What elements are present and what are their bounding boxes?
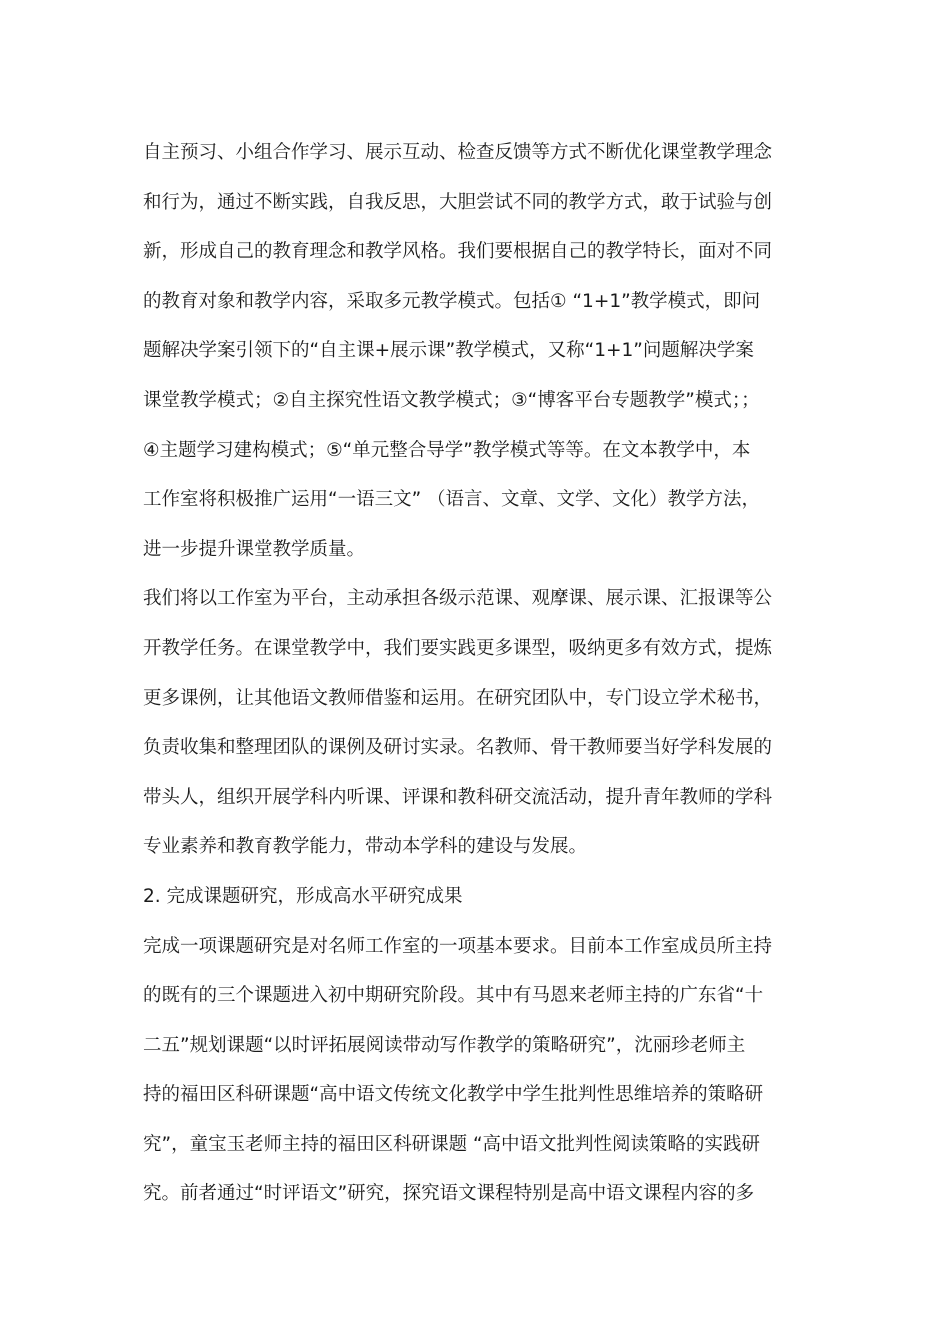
paragraph-line: 究。前者通过“时评语文”研究，探究语文课程特别是高中语文课程内容的多 xyxy=(143,1183,755,1205)
paragraph-line: 的既有的三个课题进入初中期研究阶段。其中有马恩来老师主持的广东省“十 xyxy=(143,985,764,1007)
paragraph-line: 二五”规划课题“以时评拓展阅读带动写作教学的策略研究”，沈丽珍老师主 xyxy=(143,1034,746,1056)
paragraph-line: 题解决学案引领下的“自主课+展示课”教学模式，又称“1+1”问题解决学案 xyxy=(143,340,754,362)
paragraph-line: 课堂教学模式；②自主探究性语文教学模式；③“博客平台专题教学”模式；； xyxy=(143,389,760,411)
paragraph-line: 进一步提升课堂教学质量。 xyxy=(143,538,366,560)
paragraph-line: 自主预习、小组合作学习、展示互动、检查反馈等方式不断优化课堂教学理念 xyxy=(143,142,773,163)
paragraph-line: 的教育对象和教学内容，采取多元教学模式。包括① “1+1”教学模式，即问 xyxy=(143,290,761,312)
paragraph-line: 开教学任务。在课堂教学中，我们要实践更多课型，吸纳更多有效方式，提炼 xyxy=(143,637,773,659)
paragraph-line: 新，形成自己的教育理念和教学风格。我们要根据自己的教学特长，面对不同 xyxy=(143,241,773,263)
paragraph-line: 工作室将积极推广运用“一语三文” （语言、文章、文学、文化）教学方法， xyxy=(143,489,761,511)
paragraph-line: 持的福田区科研课题“高中语文传统文化教学中学生批判性思维培养的策略研 xyxy=(143,1084,764,1106)
document-body xyxy=(143,128,823,1219)
paragraph-line: 带头人，组织开展学科内听课、评课和教科研交流活动，提升青年教师的学科 xyxy=(143,786,773,808)
paragraph-line: 和行为，通过不断实践，自我反思，大胆尝试不同的教学方式，敢于试验与创 xyxy=(143,191,773,213)
paragraph-line: 专业素养和教育教学能力，带动本学科的建设与发展。 xyxy=(143,836,588,858)
paragraph-line: 究”，童宝玉老师主持的福田区科研课题 “高中语文批判性阅读策略的实践研 xyxy=(143,1133,761,1155)
paragraph-line: 完成一项课题研究是对名师工作室的一项基本要求。目前本工作室成员所主持 xyxy=(143,935,773,957)
section-heading: 2. 完成课题研究，形成高水平研究成果 xyxy=(143,885,463,907)
paragraph-line: 我们将以工作室为平台，主动承担各级示范课、观摩课、展示课、汇报课等公 xyxy=(143,588,773,610)
paragraph-line: 更多课例，让其他语文教师借鉴和运用。在研究团队中，专门设立学术秘书， xyxy=(143,687,773,709)
paragraph-line: ④主题学习建构模式；⑤“单元整合导学”教学模式等等。在文本教学中，本 xyxy=(143,439,751,461)
paragraph-line: 负责收集和整理团队的课例及研讨实录。名教师、骨干教师要当好学科发展的 xyxy=(143,737,773,759)
